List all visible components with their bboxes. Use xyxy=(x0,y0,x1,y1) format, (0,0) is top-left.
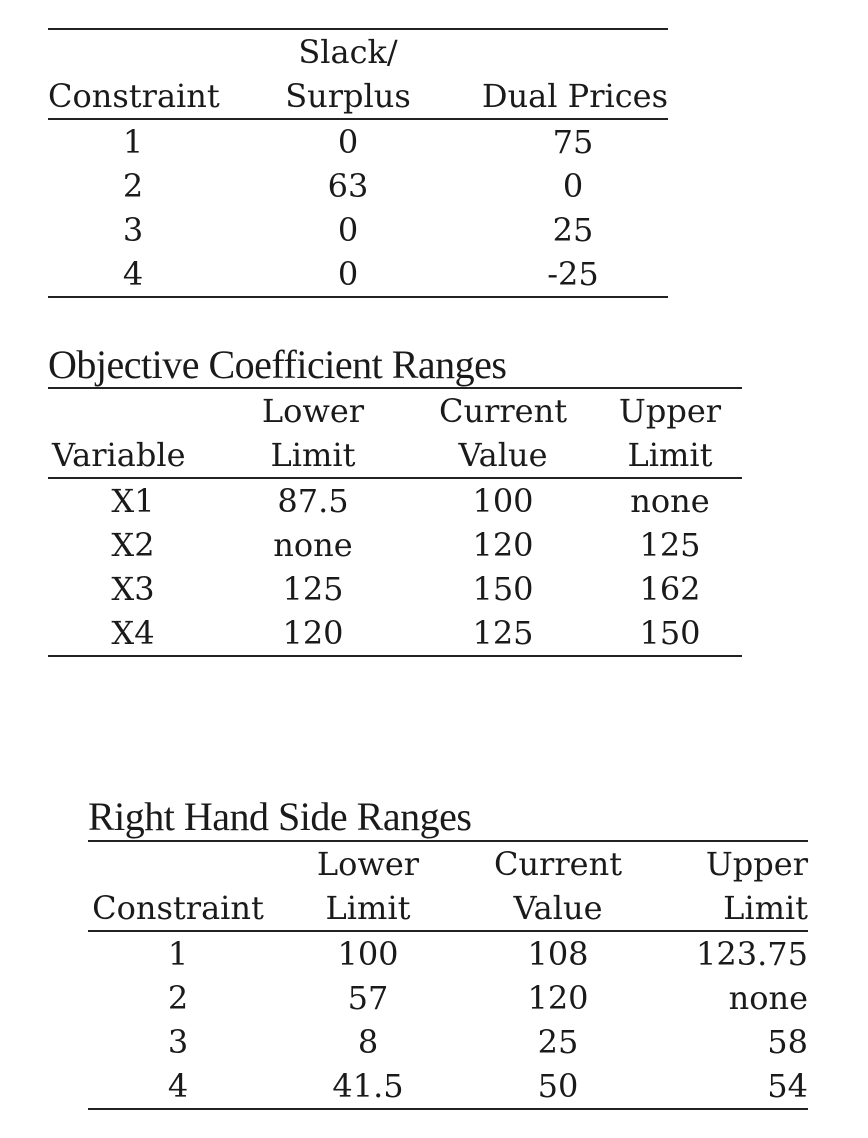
cell-lower: 125 xyxy=(282,570,344,608)
table-row xyxy=(48,611,742,656)
cell-constraint: 4 xyxy=(88,1064,268,1109)
header-spacer xyxy=(478,29,668,74)
cell-constraint: 4 xyxy=(48,252,218,297)
cell-current: 25 xyxy=(537,1023,579,1061)
objective-ranges-table-block xyxy=(48,387,742,657)
cell-upper: 54 xyxy=(648,1064,808,1109)
table-row xyxy=(88,931,808,976)
cell-upper: 162 xyxy=(639,570,701,608)
table-row xyxy=(48,252,668,297)
cell-constraint: 3 xyxy=(167,1023,189,1061)
header-spacer xyxy=(48,29,218,74)
cell-upper: 58 xyxy=(767,1023,808,1061)
cell-constraint: 2 xyxy=(122,167,144,205)
objective-ranges-title: Objective Coefficient Ranges xyxy=(48,342,507,387)
cell-slack: 63 xyxy=(327,167,369,205)
header-slack-line1: Slack/ xyxy=(218,29,478,74)
cell-current: 125 xyxy=(408,611,598,656)
header-variable: Variable xyxy=(48,433,218,478)
rhs-ranges-title: Right Hand Side Ranges xyxy=(88,794,472,839)
cell-current: 50 xyxy=(468,1064,648,1109)
cell-lower: 57 xyxy=(347,979,389,1017)
header-upper-line1: Upper xyxy=(598,388,742,433)
objective-ranges-table xyxy=(48,387,742,657)
cell-variable: X2 xyxy=(111,526,155,564)
header-upper-line1: Upper xyxy=(648,841,808,886)
header-lower-line2: Limit xyxy=(218,433,408,478)
cell-lower: 100 xyxy=(337,935,399,973)
cell-upper: none xyxy=(630,482,710,520)
header-lower-line1: Lower xyxy=(218,388,408,433)
cell-lower: none xyxy=(273,526,353,564)
cell-constraint: 2 xyxy=(167,979,189,1017)
cell-current: 108 xyxy=(527,935,589,973)
table-row xyxy=(48,164,668,208)
header-lower-line2: Limit xyxy=(268,886,468,931)
table-row xyxy=(48,478,742,523)
header-dual-prices: Dual Prices xyxy=(478,74,668,119)
cell-upper: none xyxy=(728,979,808,1017)
cell-dual: -25 xyxy=(478,252,668,297)
rhs-ranges-table xyxy=(88,840,808,1110)
cell-upper: 125 xyxy=(639,526,701,564)
table-row xyxy=(48,523,742,567)
cell-lower: 87.5 xyxy=(277,482,349,520)
cell-slack: 0 xyxy=(337,123,359,161)
header-spacer xyxy=(88,841,268,886)
table-row xyxy=(48,567,742,611)
cell-dual: 0 xyxy=(562,167,584,205)
cell-dual: 75 xyxy=(552,123,594,161)
cell-upper: 150 xyxy=(598,611,742,656)
cell-upper: 123.75 xyxy=(696,935,808,973)
cell-lower: 8 xyxy=(357,1023,379,1061)
rhs-ranges-table-block xyxy=(88,840,808,1110)
header-constraint: Constraint xyxy=(48,74,218,119)
cell-constraint: 1 xyxy=(167,935,189,973)
table-row xyxy=(88,1020,808,1064)
cell-current: 150 xyxy=(472,570,534,608)
header-current-line1: Current xyxy=(468,841,648,886)
cell-slack: 0 xyxy=(337,211,359,249)
dual-prices-table xyxy=(48,28,668,298)
cell-lower: 120 xyxy=(218,611,408,656)
table-row xyxy=(88,976,808,1020)
cell-lower: 41.5 xyxy=(268,1064,468,1109)
table-row xyxy=(48,208,668,252)
header-constraint: Constraint xyxy=(88,886,268,931)
cell-constraint: 1 xyxy=(122,123,144,161)
header-spacer xyxy=(48,388,218,433)
header-slack-line2: Surplus xyxy=(218,74,478,119)
cell-variable: X4 xyxy=(48,611,218,656)
cell-variable: X1 xyxy=(111,482,155,520)
header-upper-line2: Limit xyxy=(648,886,808,931)
cell-current: 120 xyxy=(472,526,534,564)
header-upper-line2: Limit xyxy=(598,433,742,478)
header-current-line1: Current xyxy=(408,388,598,433)
header-current-line2: Value xyxy=(468,886,648,931)
cell-constraint: 3 xyxy=(122,211,144,249)
cell-current: 100 xyxy=(472,482,534,520)
dual-prices-table-block xyxy=(48,28,668,298)
table-row xyxy=(48,119,668,164)
cell-slack: 0 xyxy=(218,252,478,297)
cell-variable: X3 xyxy=(111,570,155,608)
header-lower-line1: Lower xyxy=(268,841,468,886)
table-row xyxy=(88,1064,808,1109)
cell-dual: 25 xyxy=(552,211,594,249)
cell-current: 120 xyxy=(527,979,589,1017)
header-current-line2: Value xyxy=(408,433,598,478)
